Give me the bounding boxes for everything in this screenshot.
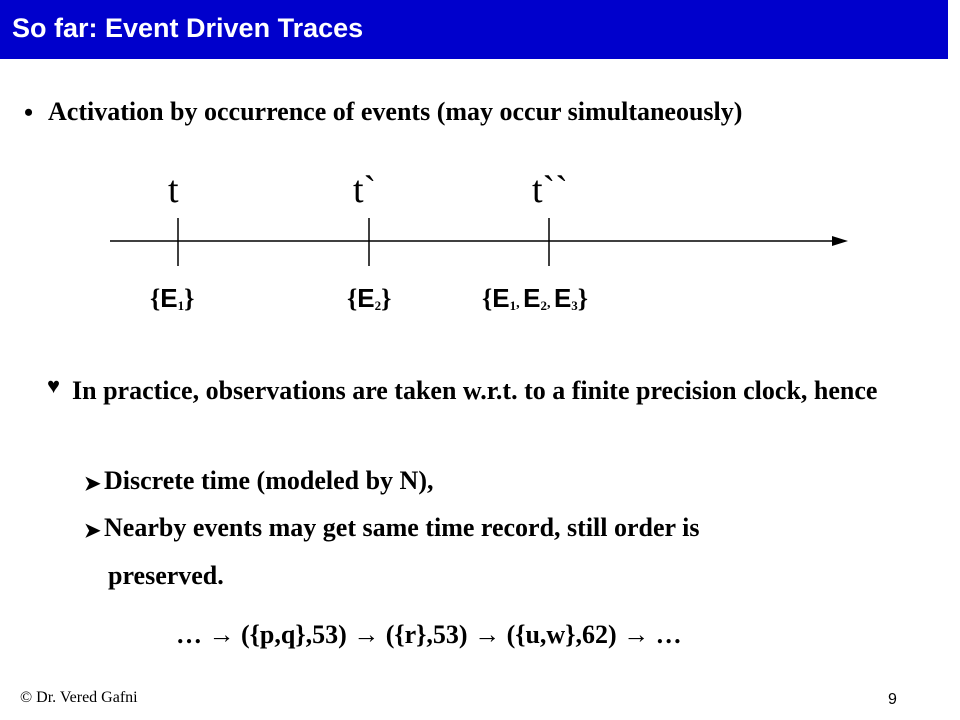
event-letter: E — [357, 283, 375, 313]
bullet-text: Activation by occurrence of events (may occur simultaneously) — [48, 97, 743, 126]
event-letter: E — [160, 283, 178, 313]
footer-author: © Dr. Vered Gafni — [20, 689, 138, 706]
brace-close: } — [381, 284, 392, 313]
subitem-continuation: preserved. — [108, 561, 224, 590]
event-subscript: 1 — [509, 298, 517, 313]
event-set-3 — [482, 283, 588, 314]
time-label-t: t — [168, 169, 179, 211]
time-axis-arrowhead — [832, 236, 848, 246]
event-subscript: 1 — [177, 298, 185, 313]
arrow-bullet-icon: ➤ — [84, 520, 101, 542]
arrow-bullet-icon: ➤ — [84, 473, 101, 495]
event-set-2 — [347, 283, 391, 314]
trace-formula: … → ({p,q},53) → ({r},53) → ({u,w},62) → … — [176, 620, 682, 649]
event-subscript: 2 — [374, 298, 382, 313]
brace-open: { — [150, 284, 161, 313]
event-subscript: 3 — [571, 298, 578, 313]
page-number: 9 — [888, 691, 897, 708]
heart-bullet-icon: ♥ — [47, 373, 61, 398]
time-label-t-prime: t` — [353, 169, 377, 211]
brace-open: { — [482, 284, 493, 313]
event-letter: E — [492, 283, 510, 313]
subitem-discrete-time: Discrete time (modeled by N), — [104, 466, 434, 495]
event-letter: E — [523, 283, 541, 313]
brace-close: } — [184, 284, 195, 313]
event-separator: , — [516, 296, 524, 311]
event-letter: E — [553, 283, 572, 313]
brace-close: } — [577, 284, 589, 313]
event-set-1 — [150, 283, 194, 314]
practice-paragraph: In practice, observations are taken w.r.t. to a finite precision clock, hence — [72, 376, 878, 405]
event-separator: , — [546, 296, 554, 311]
slide-title: So far: Event Driven Traces — [12, 13, 364, 43]
subitem-nearby-events: Nearby events may get same time record, still order is — [104, 513, 700, 542]
time-label-t-double-prime: t`` — [532, 169, 568, 211]
event-subscript: 2 — [540, 298, 547, 313]
bullet-dot: • — [24, 98, 34, 127]
brace-open: { — [347, 284, 358, 313]
